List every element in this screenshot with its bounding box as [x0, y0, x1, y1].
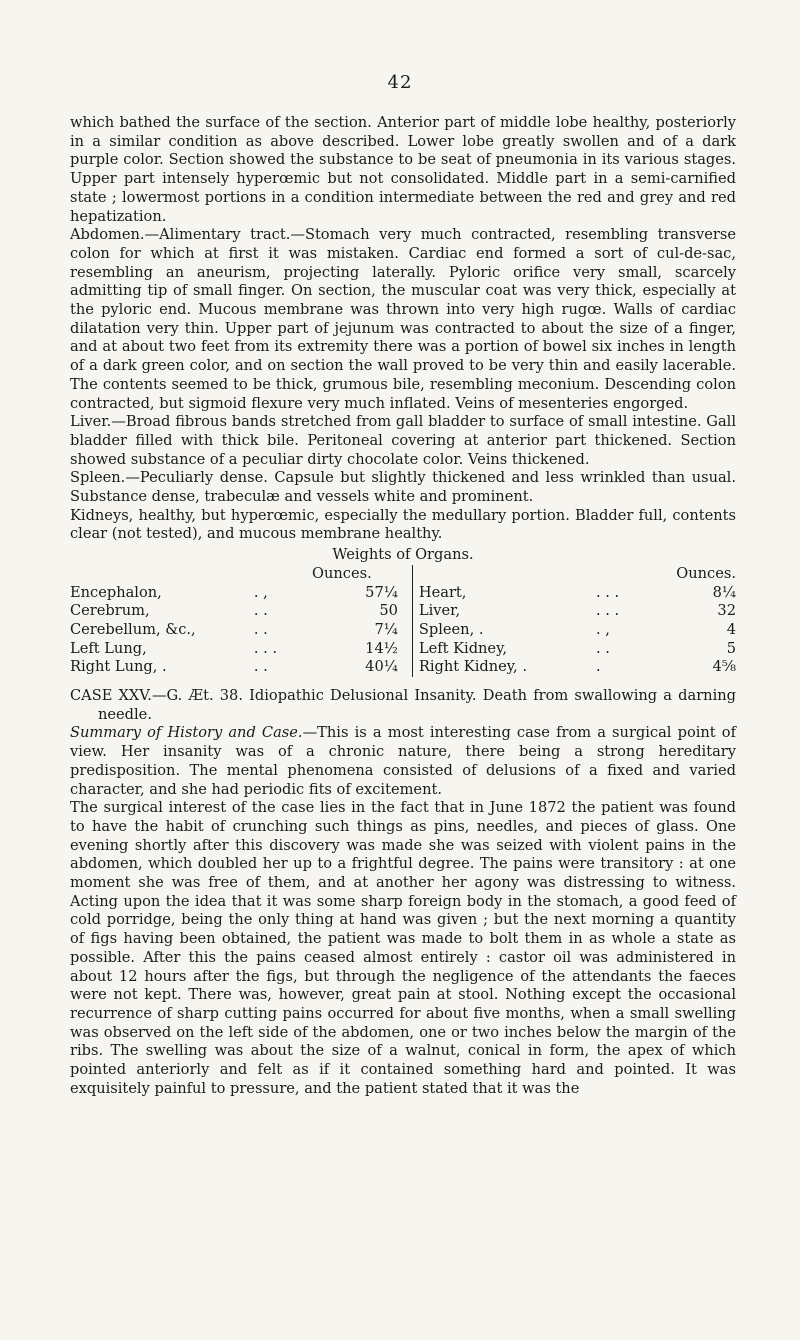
- weight-row: Cerebellum, &c., . . 7¼: [70, 620, 398, 638]
- weight-row: Left Lung, . . . 14½: [70, 639, 398, 657]
- paragraph-abdomen: Abdomen.—Alimentary tract.—Stomach very much contracted, resembling transverse colon for which at first it was mistaken. Cardiac end formed a sort of cul-de-sac, resembling an aneurism, projecting laterally. Pyloric orifice very small, scarcely admitting tip of small finger. On section, the muscular coat was very thick, especially at the pyloric end. Mucous membrane was thrown into very high rugœ. Walls of cardiac dilatation very thin. Upper part of jejunum was contracted to about the size of a finger, and at about two feet from its extremity there was a portion of bowel six inches in length of a dark green color, and on section the wall proved to be very thin and easily lacerable. The contents seemed to be thick, grumous bile, resembling meconium. Descending colon contracted, but sigmoid flexure very much inflated. Veins of mesenteries engorged.: [70, 226, 736, 412]
- weight-row: Liver, . . . 32: [418, 602, 736, 620]
- weight-row: Right Lung, . . . 40¼: [70, 658, 398, 676]
- weights-table: [70, 546, 736, 677]
- units-right: Ounces.: [676, 564, 736, 582]
- paragraph-spleen: Spleen.—Peculiarly dense. Capsule but slightly thickened and less wrinkled than usual. Substance dense, trabeculæ and vessels white and prominent.: [70, 469, 736, 506]
- weights-left-column: [70, 565, 413, 677]
- paragraph-kidneys: Kidneys, healthy, but hyperœmic, especially the medullary portion. Bladder full, contents clear (not tested), and mucous membrane healthy.: [70, 506, 736, 543]
- units-left: Ounces.: [312, 564, 372, 582]
- page-number: 42: [387, 72, 413, 93]
- paragraph-summary: [70, 724, 736, 799]
- summary-text: —This is a most interesting case from a surgical point of view. Her insanity was of a chronic nature, there being a strong hereditary predisposition. The mental phenomena consisted of delusions of a fixed and varied character, and she had periodic fits of excitement.: [70, 724, 736, 798]
- weights-right-column: [413, 565, 736, 677]
- weight-row: Spleen, . . , 4: [418, 620, 736, 638]
- weight-row: Heart, . . . 8¼: [418, 583, 736, 601]
- weights-title: Weights of Organs.: [332, 546, 474, 564]
- summary-label: Summary of History and Case.: [70, 724, 303, 742]
- weight-row: Encephalon, . , 57¼: [70, 583, 398, 601]
- case-heading: CASE XXV.—G. Æt. 38. Idiopathic Delusional Insanity. Death from swallowing a darning needle.: [70, 687, 736, 723]
- paragraph-liver: Liver.—Broad fibrous bands stretched from gall bladder to surface of small intestine. Gall bladder filled with thick bile. Peritoneal covering at anterior part thickened. Section showed substance of a peculiar dirty chocolate color. Veins thickened.: [70, 413, 736, 468]
- weight-row: Left Kidney, . . 5: [418, 639, 736, 657]
- paragraph-lung: which bathed the surface of the section. Anterior part of middle lobe healthy, posteriorly in a similar condition as above described. Lower lobe greatly swollen and of a dark purple color. Section showed the substance to be seat of pneumonia in its various stages. Upper part intensely hyperœmic but not consolidated. Middle part in a semi-carnified state ; lowermost portions in a condition intermediate between the red and grey and red hepatization.: [70, 114, 736, 225]
- weight-row: Cerebrum, . . 50: [70, 602, 398, 620]
- weight-row: Right Kidney, . . 4⅝: [418, 658, 736, 676]
- body-text: [70, 114, 736, 1098]
- paragraph-surgical: The surgical interest of the case lies in the fact that in June 1872 the patient was found to have the habit of crunching such things as pins, needles, and pieces of glass. One evening shortly after this discovery was made she was seized with violent pains in the abdomen, which doubled her up to a frightful degree. The pains were transitory : at one moment she was free of them, and at another her agony was distressing to witness. Acting upon the idea that it was some sharp foreign body in the stomach, a good feed of cold porridge, being the only thing at hand was given ; but the next morning a quantity of figs having been obtained, the patient was made to bolt them in as whole a state as possible. After this the pains ceased almost entirely : castor oil was administered in about 12 hours after the figs, but through the negligence of the attendants the faeces were not kept. There was, however, great pain at stool. Nothing except the occasional recurrence of sharp cutting pains occurred for about five months, when a small swelling was observed on the left side of the abdomen, one or two inches below the margin of the ribs. The swelling was about the size of a walnut, conical in form, the apex of which pointed anteriorly and felt as if it contained something hard and pointed. It was exquisitely painful to pressure, and the patient stated that it was the: [70, 799, 736, 1097]
